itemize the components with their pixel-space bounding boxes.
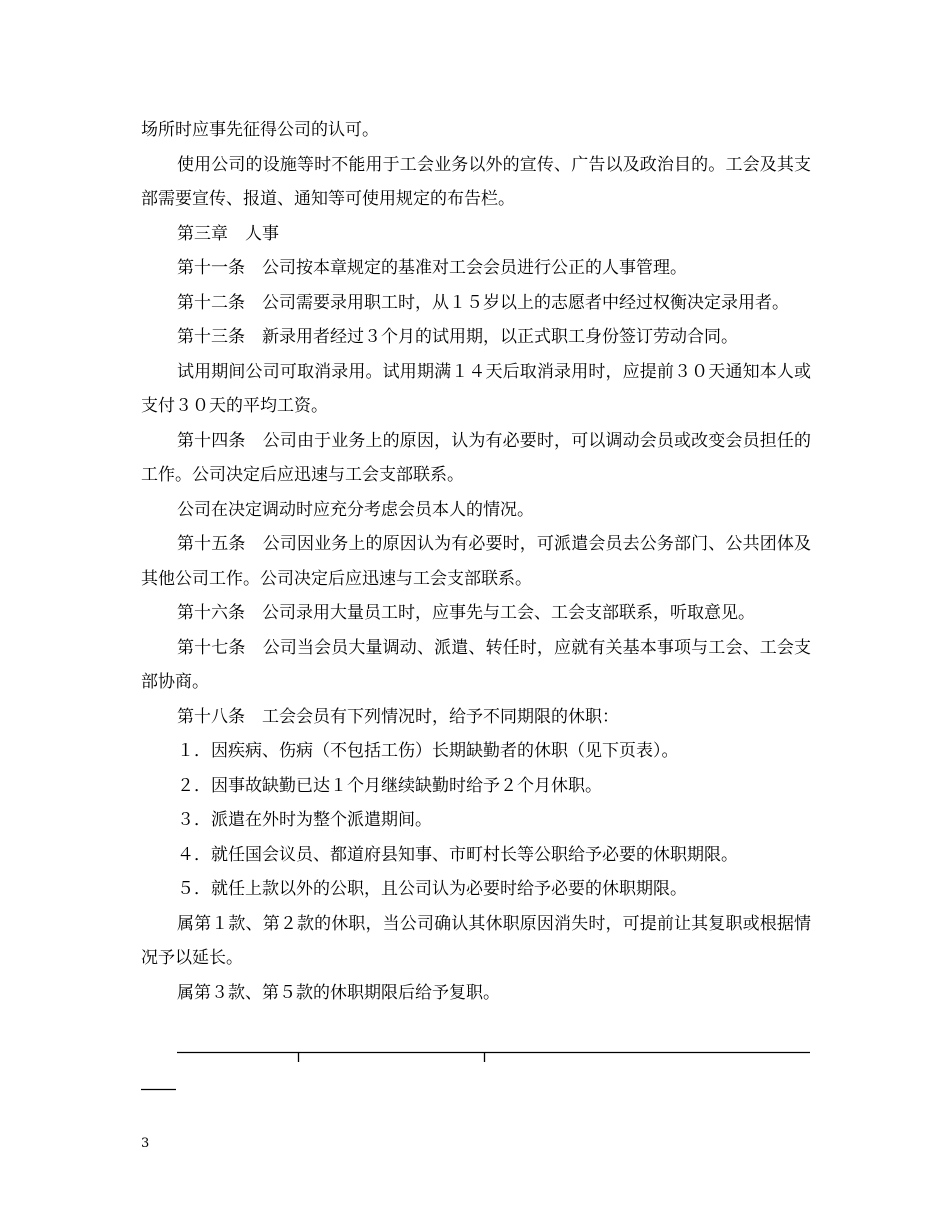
article-12: 第十二条 公司需要录用职工时，从１５岁以上的志愿者中经过权衡决定录用者。 [177, 292, 789, 313]
chapter-heading: 第三章 人事 [177, 223, 279, 244]
list-item-1: １．因疾病、伤病（不包括工伤）长期缺勤者的休职（见下页表）。 [177, 741, 679, 761]
list-item-5: ５．就任上款以外的公职，且公司认为必要时给予必要的休职期限。 [177, 879, 687, 899]
article-14: 第十四条 公司由于业务上的原因，认为有必要时，可以调动会员或改变会员担任的工作。公司决定后应迅速与工会支部联系。 [141, 430, 811, 485]
page-number: 3 [141, 1136, 150, 1151]
paragraph-2: 使用公司的设施等时不能用于工会业务以外的宣传、广告以及政治目的。工会及其支部需要宣传、报道、通知等可使用规定的布告栏。 [141, 154, 811, 209]
list-item-4: ４．就任国会议员、都道府县知事、市町村长等公职给予必要的休职期限。 [177, 844, 738, 865]
article-11: 第十一条 公司按本章规定的基准对工会会员进行公正的人事管理。 [177, 258, 687, 278]
article-15: 第十五条 公司因业务上的原因认为有必要时，可派遣会员去公务部门、公共团体及其他公司工作。公司决定后应迅速与工会支部联系。 [141, 534, 811, 589]
article-18-clause-2: 属第３款、第５款的休职期限后给予复职。 [177, 982, 500, 1003]
article-18-clause-1: 属第１款、第２款的休职，当公司确认其休职原因消失时，可提前让其复职或根据情况予以延长。 [141, 913, 811, 968]
article-18: 第十八条 工会会员有下列情况时，给予不同期限的休职： [177, 706, 619, 727]
article-13-clause: 试用期间公司可取消录用。试用期满１４天后取消录用时，应提前３０天通知本人或支付３０天的平均工资。 [141, 361, 811, 416]
article-13: 第十三条 新录用者经过３个月的试用期，以正式职工身份签订劳动合同。 [177, 327, 738, 347]
article-16: 第十六条 公司录用大量员工时，应事先与工会、工会支部联系，听取意见。 [177, 603, 755, 623]
article-17: 第十七条 公司当会员大量调动、派遣、转任时，应就有关基本事项与工会、工会支部协商。 [141, 637, 811, 692]
document-body [141, 113, 811, 1010]
list-item-2: ２．因事故缺勤已达１个月继续缺勤时给予２个月休职。 [177, 775, 602, 796]
article-14-clause: 公司在决定调动时应充分考虑会员本人的情况。 [177, 499, 534, 520]
paragraph-1: 场所时应事先征得公司的认可。 [141, 120, 379, 140]
list-item-3: ３．派遣在外时为整个派遣期间。 [177, 810, 432, 830]
